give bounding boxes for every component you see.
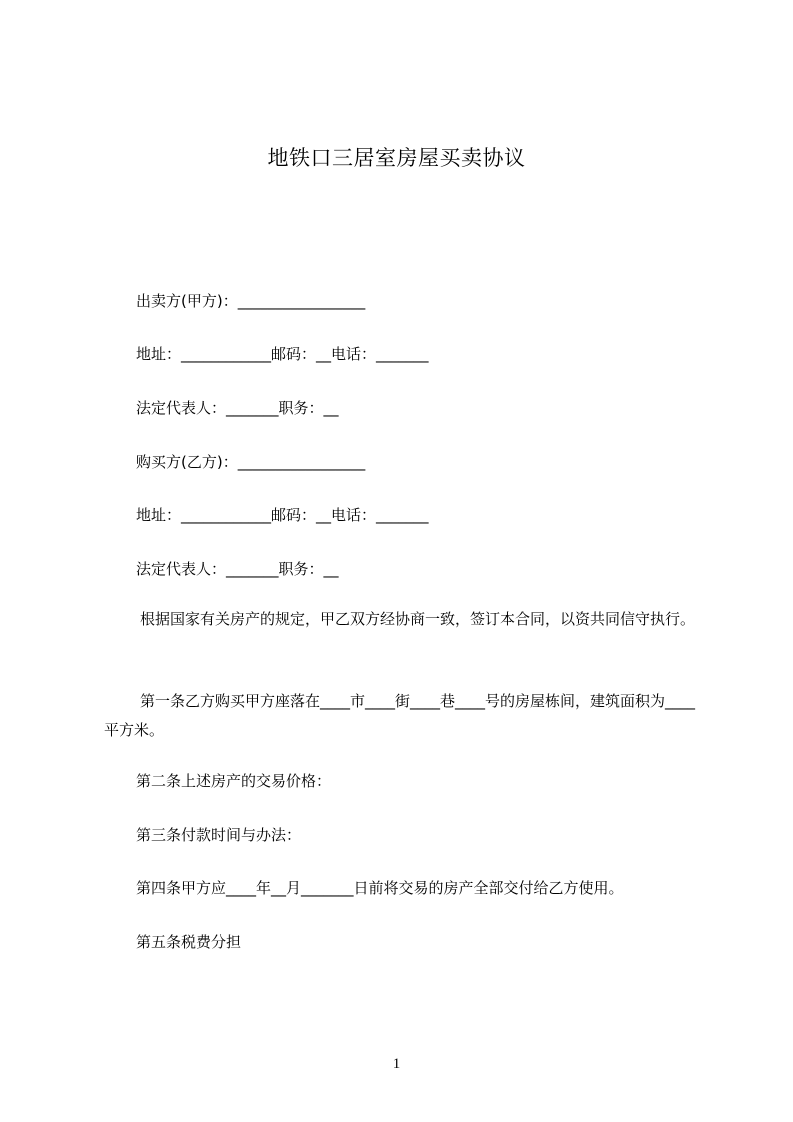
page-number: 1 <box>392 1056 401 1072</box>
article-5-line: 第五条税费分担 <box>136 933 242 951</box>
article-3-line: 第三条付款时间与办法： <box>136 826 302 844</box>
buyer-line: 购买方(乙方)：_________________ <box>136 453 366 471</box>
preamble-paragraph: 根据国家有关房产的规定，甲乙双方经协商一致，签订本合同，以资共同信守执行。 <box>140 610 696 628</box>
document-title: 地铁口三居室房屋买卖协议 <box>267 146 526 170</box>
article-4-line: 第四条甲方应____年__月_______日前将交易的房产全部交付给乙方使用。 <box>136 879 624 897</box>
article-1-paragraph: 第一条乙方购买甲方座落在____市____街____巷____号的房屋栋间，建筑面积为____平方米。 <box>104 692 696 739</box>
buyer-representative-line: 法定代表人：_______职务：__ <box>136 560 339 578</box>
buyer-address-line: 地址：____________邮码：__电话：_______ <box>136 506 429 524</box>
seller-line: 出卖方(甲方)：_________________ <box>136 292 366 310</box>
seller-representative-line: 法定代表人：_______职务：__ <box>136 399 339 417</box>
article-2-line: 第二条上述房产的交易价格： <box>136 772 332 790</box>
seller-address-line: 地址：____________邮码：__电话：_______ <box>136 345 429 363</box>
